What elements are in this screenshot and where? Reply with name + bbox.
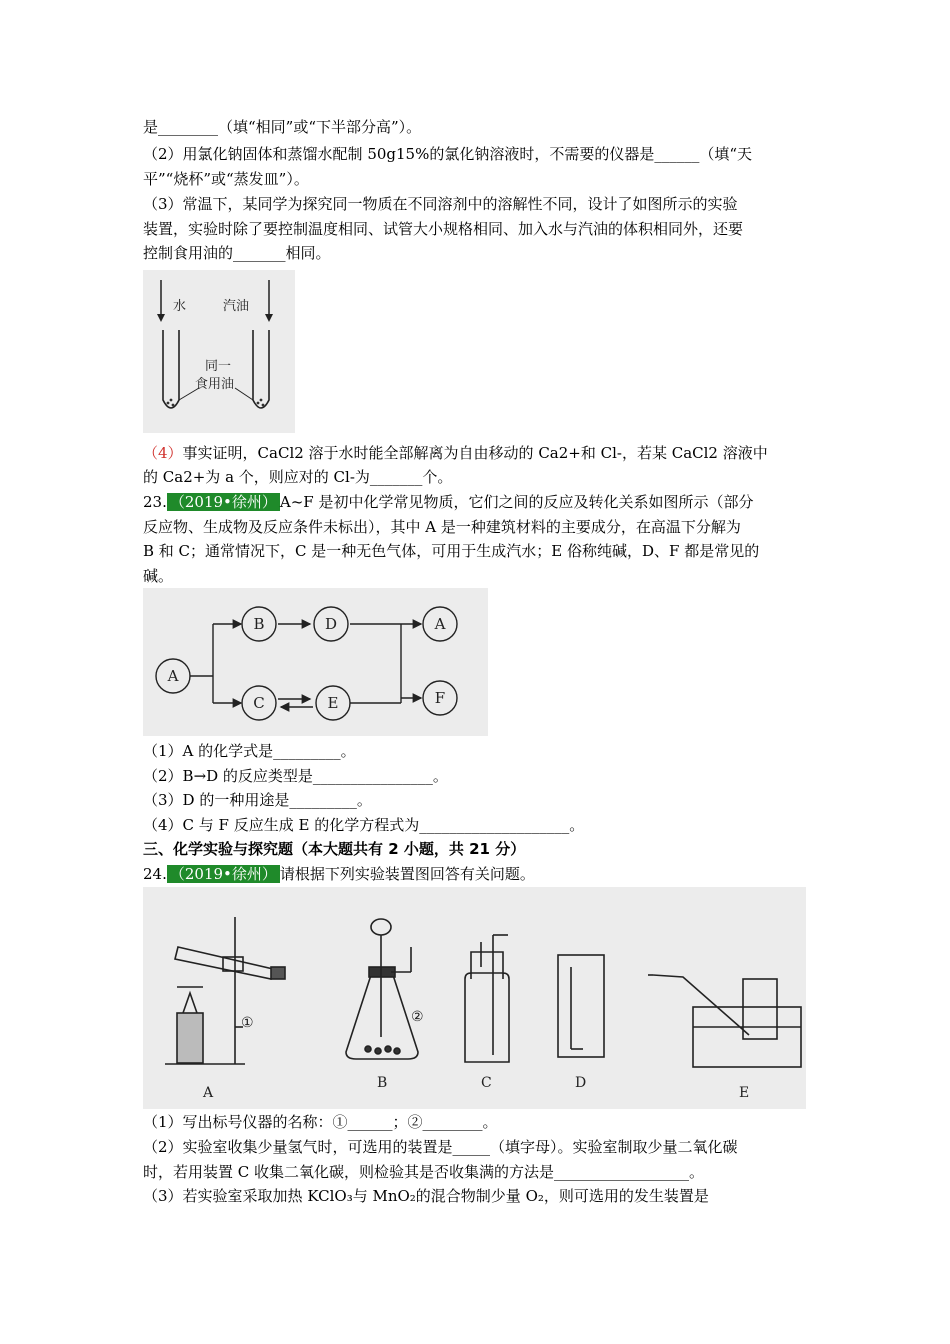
water-label: 水 [173,299,187,314]
text-span: A~F 是初中化学常见物质，它们之间的反应及转化关系如图所示（部分 [279,493,754,511]
text-line [143,443,768,463]
node-b: B [253,615,265,633]
text-line: 的 Ca2+为 a 个，则应对的 Cl-为_______个。 [143,468,453,486]
apparatus-figure [143,887,806,1109]
node-f: F [434,689,446,707]
text-line: （3）常温下，某同学为探究同一物质在不同溶剂中的溶解性不同，设计了如图所示的实验 [143,195,738,213]
text-line: 反应物、生成物及反应条件未标出），其中 A 是一种建筑材料的主要成分，在高温下分解为 [143,518,741,536]
text-span: 请根据下列实验装置图回答有关问题。 [279,865,535,883]
text-line: （3）D 的一种用途是_________。 [143,791,372,809]
text-line: （2）用氯化钠固体和蒸馏水配制 50g15%的氯化钠溶液时，不需要的仪器是______（填“天 [143,145,753,163]
node-a2: A [434,615,446,633]
label-d: D [575,1075,587,1091]
text-line: （3）若实验室采取加热 KClO₃与 MnO₂的混合物制少量 O₂，则可选用的发生装置是 [143,1187,709,1205]
node-c: C [253,694,265,712]
mark-1: ① [241,1015,254,1031]
mark-2: ② [411,1009,424,1025]
reaction-diagram [143,588,488,736]
label-a: A [203,1085,214,1101]
text-line: 控制食用油的_______相同。 [143,244,331,262]
node-d: D [324,615,338,633]
text-line: 装置，实验时除了要控制温度相同、试管大小规格相同、加入水与汽油的体积相同外，还要 [143,220,744,238]
source-tag: （2019•徐州） [167,493,280,511]
text-line: （2）实验室收集少量氢气时，可选用的装置是_____（填字母）。实验室制取少量二氧化碳 [143,1138,738,1156]
section-heading: 三、化学实验与探究题（本大题共有 2 小题，共 21 分） [143,840,526,858]
question-number: 24. [143,865,167,883]
text-line: 碱。 [143,567,174,585]
oil-label-2: 食用油 [195,377,235,392]
text-line: （2）B→D 的反应类型是________________。 [143,767,448,785]
label-c: C [481,1075,492,1091]
label-e: E [739,1085,750,1101]
question-23-line [143,492,753,512]
gasoline-label: 汽油 [223,299,250,314]
text-line: 时，若用装置 C 收集二氧化碳，则检验其是否收集满的方法是__________________。 [143,1163,705,1181]
text-line: B 和 C；通常情况下，C 是一种无色气体，可用于生成汽水；E 俗称纯碱，D、F 都是常见的 [143,542,760,560]
text-line: （1）A 的化学式是_________。 [143,742,356,760]
test-tube-figure [143,270,295,433]
node-a: A [167,667,179,685]
source-tag: （2019•徐州） [167,865,280,883]
question-24-line [143,864,535,884]
text-line: 是________（填“相同”或“下半部分高”）。 [143,118,422,136]
text-line: （4）C 与 F 反应生成 E 的化学方程式为____________________。 [143,816,585,834]
node-e: E [327,694,339,712]
oil-label-1: 同一 [205,359,232,374]
label-b: B [377,1075,388,1091]
text-line: 平”“烧杯”或“蒸发皿”）。 [143,170,309,188]
question-number: 23. [143,493,167,511]
subquestion-marker: （4） [143,444,183,462]
text-span: 事实证明，CaCl2 溶于水时能全部解离为自由移动的 Ca2+和 Cl-，若某 CaCl2 溶液中 [182,444,768,462]
text-line: （1）写出标号仪器的名称：①______；②________。 [143,1113,498,1131]
